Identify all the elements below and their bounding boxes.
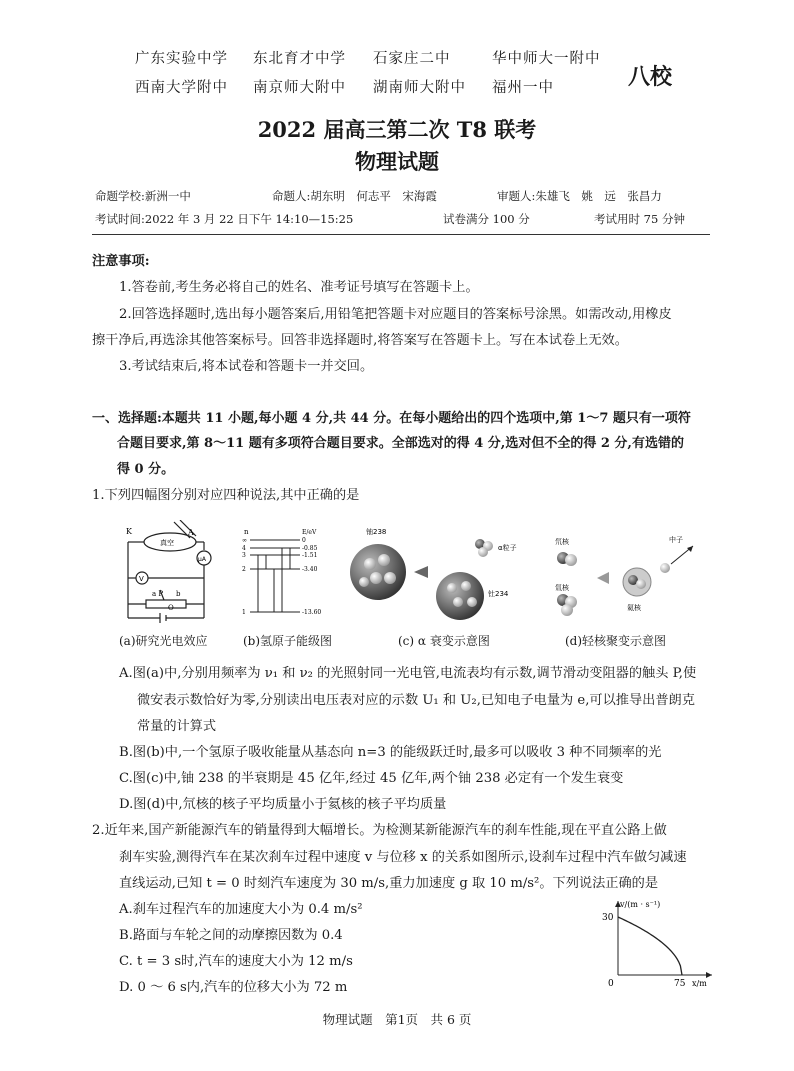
question-2-option-a: A.刹车过程汽车的加速度大小为 0.4 m/s² [119, 902, 363, 917]
arrow-icon [687, 546, 693, 552]
level-energy: -3.40 [302, 566, 318, 573]
figure-a-caption: (a)研究光电效应 [119, 634, 208, 648]
level-n: ∞ [242, 537, 247, 544]
school-name: 东北育才中学 [253, 51, 346, 67]
question-1-option-a: 常量的计算式 [137, 719, 217, 734]
x-tick-label: 75 [674, 979, 686, 989]
figure-c-alpha-decay [348, 522, 538, 630]
meta-setters: 命题人:胡东明 何志平 宋海霞 [272, 189, 437, 203]
label-a: A [188, 528, 194, 537]
y-axis-label: v/(m · s⁻¹) [620, 900, 661, 909]
header-rule [92, 234, 710, 235]
x-axis-label: x/m [692, 979, 707, 988]
question-1-option-a: A.图(a)中,分别用频率为 ν₁ 和 ν₂ 的光照射同一光电管,电流表均有示数,调节滑动变阻器的触头 P,使 [119, 666, 697, 681]
level-n: 3 [242, 552, 246, 559]
label-ap: a P [152, 590, 164, 598]
school-name: 广东实验中学 [135, 51, 228, 67]
thorium-nucleus [436, 572, 484, 620]
section-instructions: 合题目要求,第 8～11 题有多项符合题目要求。全部选对的得 4 分,选对但不全的得 2 分,有选错的 [117, 436, 684, 451]
meta-full-score: 试卷满分 100 分 [443, 212, 530, 226]
x-axis-arrow-icon [706, 972, 712, 978]
question-1-stem: 1.下列四幅图分别对应四种说法,其中正确的是 [92, 488, 360, 503]
question-2-stem: 直线运动,已知 t = 0 时刻汽车速度为 30 m/s,重力加速度 g 取 10 m/s²。下列说法正确的是 [119, 876, 659, 891]
section-instructions: 得 0 分。 [117, 462, 175, 477]
label-o: O [168, 604, 174, 612]
level-n: 4 [242, 545, 246, 552]
origin-label: 0 [608, 979, 614, 989]
school-name: 湖南师大附中 [373, 80, 466, 96]
label-u238: 铀238 [366, 528, 387, 536]
figure-c-caption: (c) α 衰变示意图 [398, 634, 490, 648]
meta-school: 命题学校:新洲一中 [95, 189, 191, 203]
note-item: 1.答卷前,考生务必将自己的姓名、准考证号填写在答题卡上。 [119, 280, 479, 295]
exam-subtitle: 物理试题 [355, 149, 439, 174]
school-name: 福州一中 [492, 80, 554, 96]
school-name: 西南大学附中 [135, 80, 228, 96]
exam-title: 2022 届高三第二次 T8 联考 [257, 117, 537, 142]
question-2-stem: 2.近年来,国产新能源汽车的销量得到大幅增长。为检测某新能源汽车的刹车性能,现在平直公路上做 [92, 823, 667, 838]
label-alpha: α粒子 [498, 544, 517, 552]
neutron [660, 563, 670, 573]
uranium-nucleus [350, 544, 406, 600]
question-1-option-d: D.图(d)中,氘核的核子平均质量小于氦核的核子平均质量 [119, 797, 447, 812]
level-energy: 0 [302, 537, 306, 544]
label-neutron: 中子 [669, 536, 683, 544]
label-k: K [126, 527, 132, 536]
level-n: 1 [242, 609, 246, 616]
figure-d-caption: (d)轻核聚变示意图 [565, 634, 667, 648]
label-tritium: 氚核 [555, 584, 569, 592]
meta-reviewers: 审题人:朱雄飞 姚 远 张昌力 [497, 189, 662, 203]
school-name: 南京师大附中 [253, 80, 346, 96]
velocity-curve [618, 917, 682, 975]
section-instructions: 一、选择题:本题共 11 小题,每小题 4 分,共 44 分。在每小题给出的四个选项中,第 1～7 题只有一项符 [92, 411, 691, 426]
label-vacuum: 真空 [160, 539, 174, 547]
meta-duration: 考试用时 75 分钟 [594, 212, 685, 226]
label-voltmeter: V [139, 575, 144, 583]
school-name: 华中师大一附中 [492, 51, 601, 67]
level-n: 2 [242, 566, 246, 573]
velocity-position-graph [600, 895, 720, 990]
question-1-option-a: 微安表示数恰好为零,分别读出电压表对应的示数 U₁ 和 U₂,已知电子电量为 e,可以推导出普朗克 [137, 693, 695, 708]
school-name: 石家庄二中 [373, 51, 451, 67]
question-1-option-c: C.图(c)中,铀 238 的半衰期是 45 亿年,经过 45 亿年,两个铀 238 必定有一个发生衰变 [119, 771, 624, 786]
arrow-icon [597, 572, 609, 584]
eight-schools-label: 八校 [628, 64, 673, 90]
page-footer: 物理试题 第1页 共 6 页 [322, 1012, 472, 1027]
question-2-stem: 刹车实验,测得汽车在某次刹车过程中速度 v 与位移 x 的关系如图所示,设刹车过程中汽车做匀减速 [119, 850, 687, 865]
question-2-option-d: D. 0 ～ 6 s内,汽车的位移大小为 72 m [119, 980, 348, 995]
note-item: 3.考试结束后,将本试卷和答题卡一并交回。 [119, 359, 374, 374]
notes-heading: 注意事项: [92, 254, 150, 269]
label-ev: E/eV [302, 529, 317, 536]
figure-b-energy-levels [238, 522, 338, 628]
level-energy: -13.60 [302, 609, 322, 616]
question-2-option-b: B.路面与车轮之间的动摩擦因数为 0.4 [119, 928, 343, 943]
figure-d-fusion [545, 520, 705, 630]
label-microammeter: μA [198, 556, 206, 563]
level-energy: -0.85 [302, 545, 318, 552]
arrow-icon [414, 566, 428, 578]
label-b: b [176, 590, 181, 598]
y-tick-label: 30 [602, 913, 614, 923]
question-2-option-c: C. t = 3 s时,汽车的速度大小为 12 m/s [119, 954, 353, 969]
question-1-option-b: B.图(b)中,一个氢原子吸收能量从基态向 n=3 的能级跃迁时,最多可以吸收 3 种不同频率的光 [119, 745, 662, 760]
label-deuterium: 氘核 [555, 538, 569, 546]
label-n: n [244, 528, 249, 536]
figure-b-caption: (b)氢原子能级图 [243, 634, 333, 648]
note-item: 2.回答选择题时,选出每小题答案后,用铅笔把答题卡对应题目的答案标号涂黑。如需改动,用橡皮 [119, 307, 672, 322]
level-energy: -1.51 [302, 552, 318, 559]
label-helium: 氦核 [627, 604, 641, 612]
meta-exam-time: 考试时间:2022 年 3 月 22 日下午 14:10—15:25 [95, 212, 354, 226]
label-th234: 钍234 [488, 590, 509, 598]
note-item: 擦干净后,再选涂其他答案标号。回答非选择题时,将答案写在答题卡上。写在本试卷上无效。 [92, 333, 628, 348]
figure-a-photoelectric-circuit [118, 520, 228, 630]
